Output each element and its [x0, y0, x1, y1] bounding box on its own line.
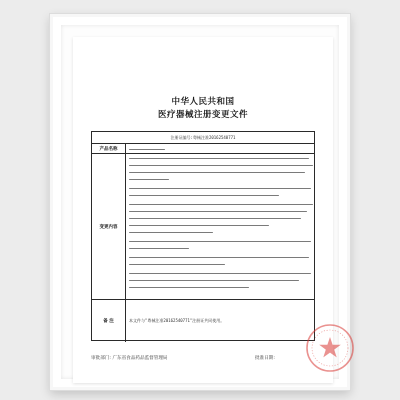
- change-line: [129, 179, 169, 180]
- change-line: [129, 232, 213, 233]
- change-line: [129, 225, 269, 226]
- change-line: [129, 158, 309, 159]
- title-country: 中华人民共和国: [171, 97, 235, 107]
- approval-date-label: 批准日期:: [255, 356, 275, 361]
- seal-star: [319, 337, 341, 357]
- change-line: [129, 287, 249, 288]
- document-table: [91, 131, 315, 341]
- change-line: [129, 264, 225, 265]
- change-line: [129, 188, 311, 189]
- seal-star-icon: [305, 323, 355, 373]
- label-change: 变更内容: [92, 154, 126, 299]
- change-line: [129, 204, 313, 205]
- label-remarks: 备 注: [92, 300, 126, 342]
- change-line: [129, 257, 309, 258]
- change-line: [129, 211, 307, 212]
- value-change: [125, 154, 314, 299]
- value-product: [125, 144, 314, 153]
- change-line: [129, 273, 311, 274]
- change-line: [129, 172, 305, 173]
- change-line: [129, 165, 313, 166]
- table-row-change: [92, 154, 314, 300]
- change-line: [129, 248, 189, 249]
- change-line: [129, 280, 299, 281]
- product-name-lines: [129, 148, 310, 149]
- change-content-lines: [129, 158, 310, 295]
- issuing-authority: 审批部门: 广东省食品药品监督管理局: [91, 356, 168, 361]
- title-document-type: 医疗器械注册变更文件: [157, 110, 248, 120]
- change-line: [129, 218, 301, 219]
- registration-number: 注册证编号:粤械注准20162540771: [170, 135, 236, 140]
- change-line: [129, 195, 279, 196]
- document-paper: [73, 37, 333, 383]
- remarks-text: 本文件与"粤械注准20162540771"注册证共同使用。: [129, 318, 225, 323]
- product-name-line: [129, 149, 165, 150]
- value-remarks: [125, 300, 314, 342]
- table-row-product: [92, 144, 314, 154]
- frame-mat: [61, 25, 339, 379]
- table-row-registration: [92, 132, 314, 144]
- table-row-remarks: [92, 300, 314, 342]
- label-product: 产品名称: [92, 144, 126, 153]
- picture-frame: [50, 14, 350, 390]
- change-line: [129, 241, 311, 242]
